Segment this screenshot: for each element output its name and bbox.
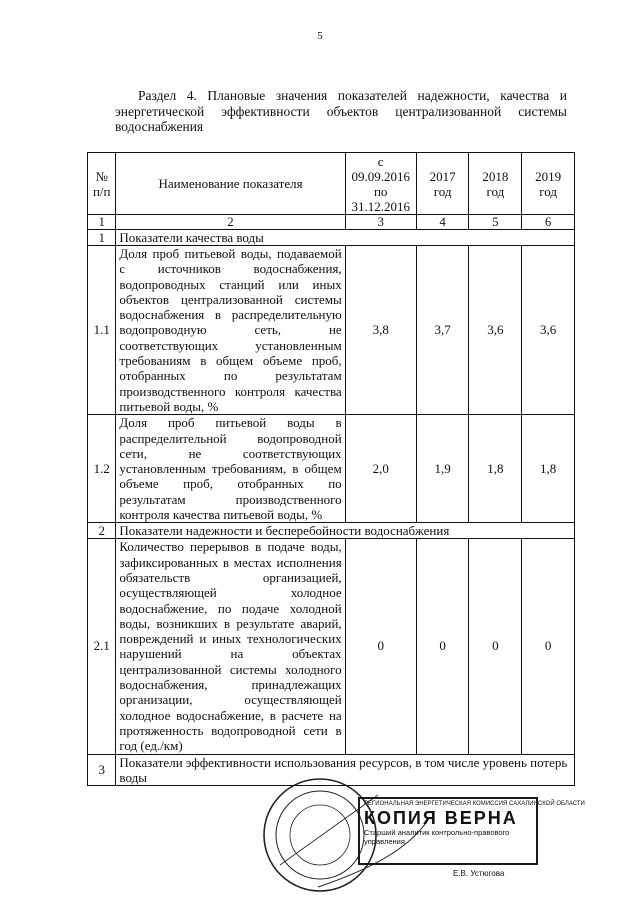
index-cell: 6 (522, 215, 575, 230)
table-row (88, 246, 575, 415)
value-cell: 0 (522, 539, 575, 754)
row-number: 2.1 (88, 539, 116, 754)
row-number: 3 (88, 754, 116, 785)
value-cell: 0 (469, 539, 522, 754)
stamp-position: Старший аналитик контрольно-правового управления (364, 828, 510, 846)
table-row (88, 415, 575, 523)
value-cell: 3,6 (522, 246, 575, 415)
index-cell: 4 (416, 215, 469, 230)
header-year-2017: 2017 год (416, 153, 469, 215)
value-cell: 3,8 (345, 246, 416, 415)
row-number: 1 (88, 230, 116, 246)
page-number: 5 (317, 30, 323, 42)
indicator-name: Доля проб питьевой воды в распределительной водопроводной сети, не соответствующих установленным требованиям, в общем объеме проб, отобранных по результатам производственного контроля качества питьевой воды, % (116, 415, 345, 523)
table-header-row (88, 153, 575, 215)
section-heading: Показатели надежности и бесперебойности водоснабжения (116, 523, 575, 539)
value-cell: 3,6 (469, 246, 522, 415)
index-cell: 2 (116, 215, 345, 230)
row-number: 1.1 (88, 246, 116, 415)
stamp-signer: Е.В. Устюгова (453, 869, 505, 878)
table-row-section (88, 523, 575, 539)
certification-stamp (258, 775, 585, 900)
value-cell: 0 (345, 539, 416, 754)
indicators-table (87, 152, 575, 786)
table-row-section (88, 230, 575, 246)
index-cell: 5 (469, 215, 522, 230)
table-row (88, 539, 575, 754)
index-cell: 3 (345, 215, 416, 230)
header-year-2018: 2018 год (469, 153, 522, 215)
copy-certified-box (358, 797, 585, 865)
indicator-name: Доля проб питьевой воды, подаваемой с источников водоснабжения, водопроводных станций или иных объектов централизованной системы водоснабжения в распределительную водопроводную сеть, не соответствующих установленным требованиям в общем объеме проб, отобранных по результатам производственного контроля качества питьевой воды, % (116, 246, 345, 415)
stamp-org: РЕГИОНАЛЬНАЯ ЭНЕРГЕТИЧЕСКАЯ КОМИССИЯ САХАЛИНСКОЙ ОБЛАСТИ (364, 801, 585, 807)
value-cell: 2,0 (345, 415, 416, 523)
index-cell: 1 (88, 215, 116, 230)
header-period-2016: с 09.09.2016 по 31.12.2016 (345, 153, 416, 215)
value-cell: 0 (416, 539, 469, 754)
indicator-name: Количество перерывов в подаче воды, зафиксированных в местах исполнения обязательств организацией, осуществляющей холодное водоснабжение, по подаче холодной воды, возникших в результате аварий, повреждений и иных технологических нарушений на объектах централизованной системы холодного водоснабжения, принадлежащих организации, осуществляющей холодное водоснабжение, в расчете на протяженность водопроводной сети в год (ед./км) (116, 539, 345, 754)
section-title: Раздел 4. Плановые значения показателей надежности, качества и энергетической эффективности объектов централизованной системы водоснабжения (115, 88, 567, 134)
header-num: № п/п (88, 153, 116, 215)
column-index-row (88, 215, 575, 230)
stamp-title: КОПИЯ ВЕРНА (364, 808, 518, 828)
section-heading: Показатели эффективности использования ресурсов, в том числе уровень потерь воды (116, 754, 575, 785)
value-cell: 3,7 (416, 246, 469, 415)
row-number: 2 (88, 523, 116, 539)
header-year-2019: 2019 год (522, 153, 575, 215)
section-heading: Показатели качества воды (116, 230, 575, 246)
value-cell: 1,8 (522, 415, 575, 523)
row-number: 1.2 (88, 415, 116, 523)
value-cell: 1,9 (416, 415, 469, 523)
header-name: Наименование показателя (116, 153, 345, 215)
value-cell: 1,8 (469, 415, 522, 523)
